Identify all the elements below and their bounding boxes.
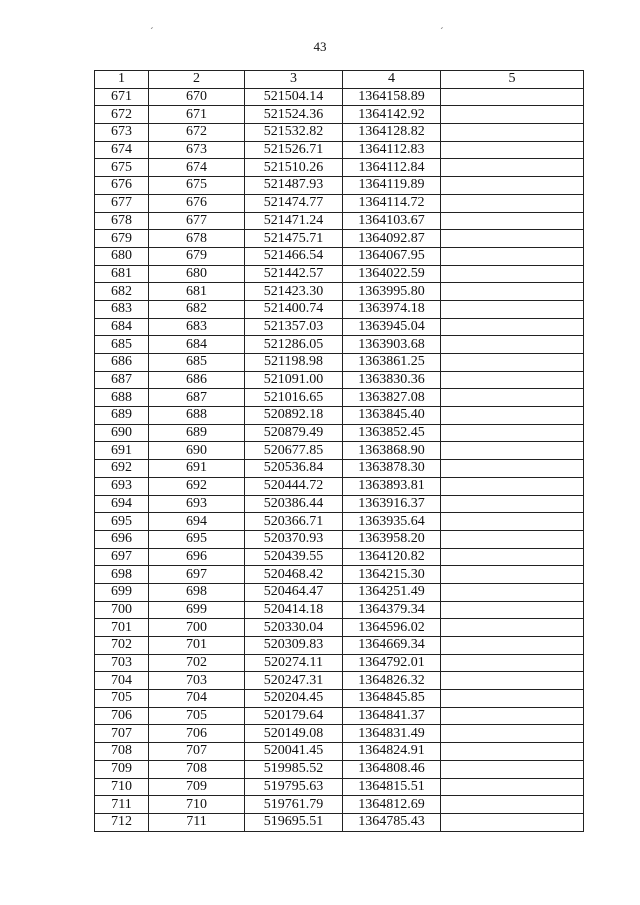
y-coordinate-cell: 1363958.20 (343, 530, 441, 548)
y-coordinate-cell: 1363868.90 (343, 442, 441, 460)
previous-point-cell: 685 (149, 354, 245, 372)
note-cell (441, 583, 584, 601)
table-row (95, 300, 584, 318)
y-coordinate-cell: 1364067.95 (343, 247, 441, 265)
point-number-cell: 689 (95, 407, 149, 425)
x-coordinate-cell: 520309.83 (245, 637, 343, 655)
point-number-cell: 699 (95, 583, 149, 601)
table-row (95, 495, 584, 513)
note-cell (441, 725, 584, 743)
note-cell (441, 813, 584, 831)
x-coordinate-cell: 520464.47 (245, 583, 343, 601)
note-cell (441, 283, 584, 301)
previous-point-cell: 699 (149, 601, 245, 619)
y-coordinate-cell: 1364120.82 (343, 548, 441, 566)
note-cell (441, 141, 584, 159)
y-coordinate-cell: 1364142.92 (343, 106, 441, 124)
y-coordinate-cell: 1364251.49 (343, 583, 441, 601)
point-number-cell: 676 (95, 177, 149, 195)
y-coordinate-cell: 1364022.59 (343, 265, 441, 283)
table-row (95, 124, 584, 142)
previous-point-cell: 700 (149, 619, 245, 637)
point-number-cell: 700 (95, 601, 149, 619)
table-row (95, 583, 584, 601)
note-cell (441, 265, 584, 283)
column-header-5: 5 (441, 71, 584, 89)
x-coordinate-cell: 521474.77 (245, 194, 343, 212)
previous-point-cell: 705 (149, 707, 245, 725)
note-cell (441, 247, 584, 265)
y-coordinate-cell: 1364596.02 (343, 619, 441, 637)
x-coordinate-cell: 520439.55 (245, 548, 343, 566)
previous-point-cell: 679 (149, 247, 245, 265)
column-header-4: 4 (343, 71, 441, 89)
previous-point-cell: 709 (149, 778, 245, 796)
table-row (95, 424, 584, 442)
table-row (95, 336, 584, 354)
point-number-cell: 701 (95, 619, 149, 637)
point-number-cell: 703 (95, 654, 149, 672)
x-coordinate-cell: 521504.14 (245, 88, 343, 106)
x-coordinate-cell: 521091.00 (245, 371, 343, 389)
x-coordinate-cell: 521532.82 (245, 124, 343, 142)
x-coordinate-cell: 520414.18 (245, 601, 343, 619)
previous-point-cell: 683 (149, 318, 245, 336)
x-coordinate-cell: 520677.85 (245, 442, 343, 460)
y-coordinate-cell: 1363916.37 (343, 495, 441, 513)
y-coordinate-cell: 1364831.49 (343, 725, 441, 743)
note-cell (441, 743, 584, 761)
point-number-cell: 685 (95, 336, 149, 354)
table-row (95, 318, 584, 336)
table-row (95, 371, 584, 389)
point-number-cell: 712 (95, 813, 149, 831)
point-number-cell: 705 (95, 690, 149, 708)
point-number-cell: 690 (95, 424, 149, 442)
previous-point-cell: 672 (149, 124, 245, 142)
table-row (95, 106, 584, 124)
table-row (95, 354, 584, 372)
x-coordinate-cell: 520879.49 (245, 424, 343, 442)
previous-point-cell: 673 (149, 141, 245, 159)
point-number-cell: 673 (95, 124, 149, 142)
scan-mark-left: ˊ (150, 26, 154, 38)
y-coordinate-cell: 1364092.87 (343, 230, 441, 248)
y-coordinate-cell: 1363945.04 (343, 318, 441, 336)
x-coordinate-cell: 520204.45 (245, 690, 343, 708)
table-row (95, 442, 584, 460)
table-row (95, 230, 584, 248)
y-coordinate-cell: 1364215.30 (343, 566, 441, 584)
x-coordinate-cell: 521487.93 (245, 177, 343, 195)
page-number: 43 (313, 39, 327, 54)
table-row (95, 389, 584, 407)
note-cell (441, 566, 584, 584)
previous-point-cell: 701 (149, 637, 245, 655)
y-coordinate-cell: 1364815.51 (343, 778, 441, 796)
point-number-cell: 671 (95, 88, 149, 106)
note-cell (441, 177, 584, 195)
table-row (95, 566, 584, 584)
previous-point-cell: 681 (149, 283, 245, 301)
previous-point-cell: 684 (149, 336, 245, 354)
x-coordinate-cell: 520149.08 (245, 725, 343, 743)
x-coordinate-cell: 521423.30 (245, 283, 343, 301)
table-header-row (95, 71, 584, 89)
table-row (95, 212, 584, 230)
point-number-cell: 683 (95, 300, 149, 318)
note-cell (441, 442, 584, 460)
previous-point-cell: 687 (149, 389, 245, 407)
previous-point-cell: 711 (149, 813, 245, 831)
x-coordinate-cell: 521442.57 (245, 265, 343, 283)
table-row (95, 513, 584, 531)
note-cell (441, 601, 584, 619)
y-coordinate-cell: 1363878.30 (343, 460, 441, 478)
y-coordinate-cell: 1364128.82 (343, 124, 441, 142)
note-cell (441, 619, 584, 637)
table-row (95, 601, 584, 619)
y-coordinate-cell: 1364824.91 (343, 743, 441, 761)
point-number-cell: 677 (95, 194, 149, 212)
point-number-cell: 698 (95, 566, 149, 584)
y-coordinate-cell: 1364114.72 (343, 194, 441, 212)
x-coordinate-cell: 521286.05 (245, 336, 343, 354)
table-row (95, 672, 584, 690)
y-coordinate-cell: 1363861.25 (343, 354, 441, 372)
note-cell (441, 230, 584, 248)
table-row (95, 760, 584, 778)
coordinates-table (94, 70, 584, 832)
point-number-cell: 695 (95, 513, 149, 531)
point-number-cell: 684 (95, 318, 149, 336)
table-row (95, 725, 584, 743)
table-row (95, 460, 584, 478)
x-coordinate-cell: 521016.65 (245, 389, 343, 407)
x-coordinate-cell: 520366.71 (245, 513, 343, 531)
point-number-cell: 674 (95, 141, 149, 159)
y-coordinate-cell: 1363903.68 (343, 336, 441, 354)
note-cell (441, 654, 584, 672)
note-cell (441, 690, 584, 708)
y-coordinate-cell: 1363845.40 (343, 407, 441, 425)
previous-point-cell: 697 (149, 566, 245, 584)
y-coordinate-cell: 1364841.37 (343, 707, 441, 725)
previous-point-cell: 689 (149, 424, 245, 442)
point-number-cell: 680 (95, 247, 149, 265)
previous-point-cell: 695 (149, 530, 245, 548)
table-row (95, 177, 584, 195)
previous-point-cell: 693 (149, 495, 245, 513)
previous-point-cell: 682 (149, 300, 245, 318)
previous-point-cell: 691 (149, 460, 245, 478)
note-cell (441, 460, 584, 478)
point-number-cell: 686 (95, 354, 149, 372)
point-number-cell: 675 (95, 159, 149, 177)
previous-point-cell: 676 (149, 194, 245, 212)
y-coordinate-cell: 1364785.43 (343, 813, 441, 831)
table-row (95, 88, 584, 106)
x-coordinate-cell: 520892.18 (245, 407, 343, 425)
table-row (95, 743, 584, 761)
table-row (95, 407, 584, 425)
point-number-cell: 697 (95, 548, 149, 566)
column-header-3: 3 (245, 71, 343, 89)
note-cell (441, 318, 584, 336)
x-coordinate-cell: 521198.98 (245, 354, 343, 372)
point-number-cell: 694 (95, 495, 149, 513)
y-coordinate-cell: 1364112.84 (343, 159, 441, 177)
previous-point-cell: 674 (149, 159, 245, 177)
previous-point-cell: 706 (149, 725, 245, 743)
y-coordinate-cell: 1363893.81 (343, 477, 441, 495)
previous-point-cell: 694 (149, 513, 245, 531)
x-coordinate-cell: 521526.71 (245, 141, 343, 159)
table-row (95, 265, 584, 283)
previous-point-cell: 677 (149, 212, 245, 230)
x-coordinate-cell: 520274.11 (245, 654, 343, 672)
point-number-cell: 688 (95, 389, 149, 407)
note-cell (441, 159, 584, 177)
y-coordinate-cell: 1363995.80 (343, 283, 441, 301)
x-coordinate-cell: 519761.79 (245, 796, 343, 814)
note-cell (441, 124, 584, 142)
previous-point-cell: 671 (149, 106, 245, 124)
note-cell (441, 194, 584, 212)
point-number-cell: 702 (95, 637, 149, 655)
table-row (95, 194, 584, 212)
table-row (95, 619, 584, 637)
y-coordinate-cell: 1364158.89 (343, 88, 441, 106)
x-coordinate-cell: 521475.71 (245, 230, 343, 248)
note-cell (441, 707, 584, 725)
x-coordinate-cell: 519695.51 (245, 813, 343, 831)
y-coordinate-cell: 1364119.89 (343, 177, 441, 195)
note-cell (441, 336, 584, 354)
table-row (95, 778, 584, 796)
note-cell (441, 637, 584, 655)
y-coordinate-cell: 1364112.83 (343, 141, 441, 159)
note-cell (441, 513, 584, 531)
table-row (95, 247, 584, 265)
x-coordinate-cell: 520041.45 (245, 743, 343, 761)
previous-point-cell: 704 (149, 690, 245, 708)
note-cell (441, 530, 584, 548)
x-coordinate-cell: 520386.44 (245, 495, 343, 513)
previous-point-cell: 710 (149, 796, 245, 814)
previous-point-cell: 698 (149, 583, 245, 601)
note-cell (441, 389, 584, 407)
point-number-cell: 692 (95, 460, 149, 478)
point-number-cell: 696 (95, 530, 149, 548)
previous-point-cell: 707 (149, 743, 245, 761)
table-row (95, 530, 584, 548)
point-number-cell: 708 (95, 743, 149, 761)
x-coordinate-cell: 521471.24 (245, 212, 343, 230)
previous-point-cell: 690 (149, 442, 245, 460)
y-coordinate-cell: 1364826.32 (343, 672, 441, 690)
note-cell (441, 778, 584, 796)
previous-point-cell: 675 (149, 177, 245, 195)
table-row (95, 796, 584, 814)
point-number-cell: 681 (95, 265, 149, 283)
table-row (95, 707, 584, 725)
note-cell (441, 212, 584, 230)
x-coordinate-cell: 519985.52 (245, 760, 343, 778)
column-header-1: 1 (95, 71, 149, 89)
note-cell (441, 672, 584, 690)
table-row (95, 283, 584, 301)
previous-point-cell: 696 (149, 548, 245, 566)
x-coordinate-cell: 520536.84 (245, 460, 343, 478)
x-coordinate-cell: 520247.31 (245, 672, 343, 690)
x-coordinate-cell: 520444.72 (245, 477, 343, 495)
point-number-cell: 711 (95, 796, 149, 814)
y-coordinate-cell: 1364808.46 (343, 760, 441, 778)
y-coordinate-cell: 1364792.01 (343, 654, 441, 672)
y-coordinate-cell: 1363830.36 (343, 371, 441, 389)
scan-mark-right: ˊ (440, 26, 444, 38)
previous-point-cell: 702 (149, 654, 245, 672)
x-coordinate-cell: 520330.04 (245, 619, 343, 637)
y-coordinate-cell: 1363974.18 (343, 300, 441, 318)
table-row (95, 654, 584, 672)
y-coordinate-cell: 1364669.34 (343, 637, 441, 655)
point-number-cell: 704 (95, 672, 149, 690)
point-number-cell: 672 (95, 106, 149, 124)
y-coordinate-cell: 1364845.85 (343, 690, 441, 708)
point-number-cell: 691 (95, 442, 149, 460)
table-row (95, 141, 584, 159)
point-number-cell: 682 (95, 283, 149, 301)
x-coordinate-cell: 521510.26 (245, 159, 343, 177)
table-row (95, 159, 584, 177)
y-coordinate-cell: 1363935.64 (343, 513, 441, 531)
point-number-cell: 693 (95, 477, 149, 495)
point-number-cell: 678 (95, 212, 149, 230)
previous-point-cell: 692 (149, 477, 245, 495)
x-coordinate-cell: 521524.36 (245, 106, 343, 124)
table-row (95, 813, 584, 831)
previous-point-cell: 708 (149, 760, 245, 778)
x-coordinate-cell: 520179.64 (245, 707, 343, 725)
y-coordinate-cell: 1364379.34 (343, 601, 441, 619)
x-coordinate-cell: 519795.63 (245, 778, 343, 796)
previous-point-cell: 703 (149, 672, 245, 690)
note-cell (441, 407, 584, 425)
table-row (95, 637, 584, 655)
note-cell (441, 477, 584, 495)
note-cell (441, 796, 584, 814)
point-number-cell: 707 (95, 725, 149, 743)
x-coordinate-cell: 521400.74 (245, 300, 343, 318)
note-cell (441, 354, 584, 372)
table-row (95, 548, 584, 566)
point-number-cell: 706 (95, 707, 149, 725)
table-body (95, 88, 584, 831)
x-coordinate-cell: 521357.03 (245, 318, 343, 336)
table-row (95, 477, 584, 495)
note-cell (441, 106, 584, 124)
note-cell (441, 424, 584, 442)
point-number-cell: 679 (95, 230, 149, 248)
point-number-cell: 710 (95, 778, 149, 796)
y-coordinate-cell: 1364103.67 (343, 212, 441, 230)
y-coordinate-cell: 1363827.08 (343, 389, 441, 407)
note-cell (441, 548, 584, 566)
x-coordinate-cell: 520468.42 (245, 566, 343, 584)
previous-point-cell: 686 (149, 371, 245, 389)
note-cell (441, 371, 584, 389)
previous-point-cell: 670 (149, 88, 245, 106)
previous-point-cell: 680 (149, 265, 245, 283)
note-cell (441, 88, 584, 106)
note-cell (441, 495, 584, 513)
column-header-2: 2 (149, 71, 245, 89)
x-coordinate-cell: 521466.54 (245, 247, 343, 265)
x-coordinate-cell: 520370.93 (245, 530, 343, 548)
note-cell (441, 760, 584, 778)
y-coordinate-cell: 1364812.69 (343, 796, 441, 814)
previous-point-cell: 688 (149, 407, 245, 425)
point-number-cell: 709 (95, 760, 149, 778)
y-coordinate-cell: 1363852.45 (343, 424, 441, 442)
note-cell (441, 300, 584, 318)
previous-point-cell: 678 (149, 230, 245, 248)
point-number-cell: 687 (95, 371, 149, 389)
table-row (95, 690, 584, 708)
